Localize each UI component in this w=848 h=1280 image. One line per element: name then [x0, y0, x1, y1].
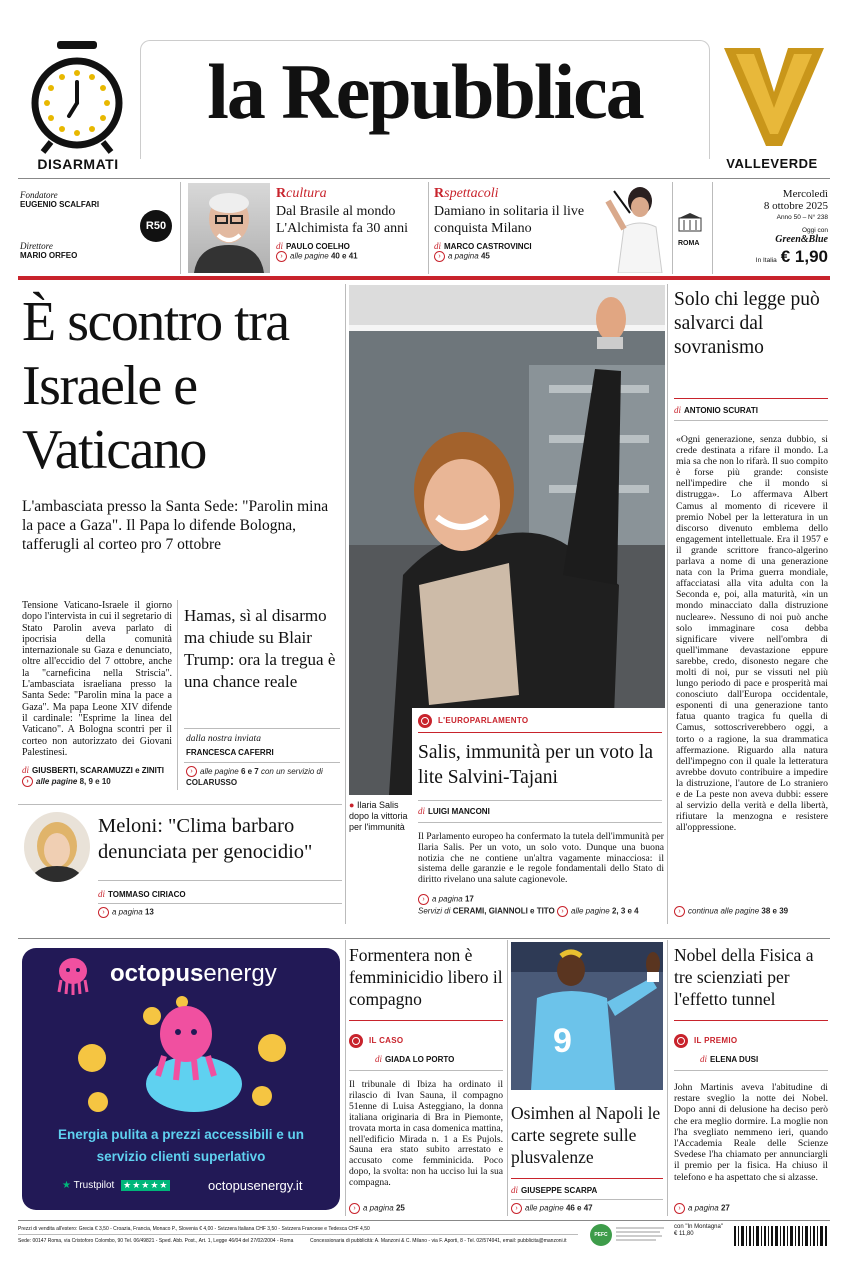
trustpilot-badge	[62, 1180, 170, 1191]
divider	[98, 903, 342, 904]
date-box	[716, 188, 828, 267]
svg-text:9: 9	[553, 1022, 572, 1060]
divider	[672, 182, 673, 274]
formentera-kicker: IL CASO	[349, 1034, 403, 1048]
city-label: ROMA	[678, 240, 700, 247]
director-name: MARIO ORFEO	[20, 251, 78, 260]
teaser-section: Rspettacoli	[434, 186, 499, 201]
octopus-logo-icon	[56, 956, 90, 996]
divider	[418, 800, 662, 801]
salis-kicker: L'EUROPARLAMENTO	[418, 714, 528, 728]
ad-tagline: Energia pulita a prezzi accessibili e un servizio clienti superlativo	[57, 1127, 305, 1164]
editorial-byline: di ANTONIO SCURATI	[674, 405, 758, 415]
teaser-pages: › alle pagine 40 e 41	[276, 251, 426, 262]
divider	[184, 762, 340, 763]
divider	[511, 1178, 663, 1179]
v-logo-icon	[722, 42, 826, 150]
photo-caption: ● Ilaria Salis dopo la vittoria per l'immunità	[349, 800, 408, 832]
building-icon	[678, 212, 702, 232]
salis-pages: › a pagina 17	[418, 894, 474, 905]
octopus-ad[interactable]	[22, 948, 340, 1210]
masthead-rule	[18, 178, 830, 179]
date-full: 8 ottobre 2025	[763, 200, 828, 212]
teaser-photo-damiano	[590, 183, 670, 273]
divider	[18, 1220, 830, 1221]
lead-byline: di GIUSBERTI, SCARAMUZZI e ZINITI › alle pagine 8, 9 e 10	[22, 765, 165, 786]
price: € 1,90	[780, 247, 828, 266]
left-label: DISARMATI	[37, 156, 119, 172]
teaser-headline: Damiano in solitaria il live conquista Milano	[434, 204, 585, 236]
divider	[98, 880, 342, 881]
divider	[418, 732, 662, 733]
divider	[674, 1020, 828, 1021]
teaser-byline: di MARCO CASTROVINCI	[434, 241, 532, 251]
divider	[184, 728, 340, 729]
price-label: In Italia	[755, 257, 777, 264]
divider	[674, 398, 828, 399]
piggy-bank-icon	[62, 996, 302, 1116]
teaser-byline: di PAULO COELHO	[276, 241, 350, 251]
hamas-pages: › alle pagine 6 e 7 con un servizio di COLARUSSO	[186, 767, 323, 788]
founder-name: EUGENIO SCALFARI	[20, 200, 100, 209]
hamas-headline[interactable]: Hamas, sì al disarmo ma chiude su Blair Trump: ora la tregua è una chance reale	[184, 606, 336, 691]
divider	[511, 1199, 663, 1200]
octopus-brand	[110, 960, 277, 988]
editorial-continue: › continua alle pagine 38 e 39	[674, 906, 788, 917]
osimhen-headline[interactable]: Osimhen al Napoli le carte segrete sulle plusvalenze	[511, 1103, 661, 1167]
footer-extra: con "In Montagna" € 11,80	[674, 1224, 723, 1237]
divider	[428, 182, 429, 274]
footer-ads: Concessionaria di pubblicità: A. Manzoni & C. Milano - via F. Aporti, 8 - Tel. 02/574941, email: pubblicita@manzoni.it	[310, 1238, 567, 1244]
hamas-byline: FRANCESCA CAFERRI	[186, 748, 274, 757]
rating-stars-icon: ★★★★★	[123, 1180, 169, 1190]
pefc-logo	[590, 1224, 612, 1246]
founder-label: Fondatore	[20, 190, 58, 200]
osimhen-byline: di GIUSEPPE SCARPA	[511, 1185, 598, 1195]
salis-byline: di LUIGI MANCONI	[418, 806, 490, 816]
divider	[18, 804, 342, 805]
barcode-icon	[730, 1224, 830, 1250]
pefc-label: PEFC	[594, 1232, 608, 1238]
divider	[674, 420, 828, 421]
nobel-pages: › a pagina 27	[674, 1203, 730, 1214]
trustpilot-label: Trustpilot	[73, 1180, 115, 1191]
divider	[667, 284, 668, 924]
meloni-byline: di TOMMASO CIRIACO	[98, 889, 186, 899]
lead-headline[interactable]: È scontro tra Israele e Vaticano	[22, 291, 289, 481]
today-with: Oggi con	[801, 227, 828, 234]
divider	[177, 600, 178, 790]
ad-url[interactable]: octopusenergy.it	[208, 1178, 303, 1193]
lead-body: Tensione Vaticano-Israele il giorno dopo l'intervista in cui il segretario di Stato Parolin aveva parlato di ipocrisia della comunità internazionale su Gaza e denunciato, oltre all'eccidio del 7 ottobre, anche la "carneficina nella Striscia". L'ambasciata israeliana presso la Santa Sede: "Parolin mina la pace a Gaza". Ma papa Leone XIV difende il cardinale: "Esprime la linea del Vaticano". A Bologna scontri per il corteo non autorizzato dei Giovani Palestinesi.	[22, 600, 172, 758]
supplement-name: Green&Blue	[775, 234, 828, 245]
divider	[507, 940, 508, 1216]
recycle-text	[616, 1226, 666, 1244]
divider	[180, 182, 181, 274]
founder-box	[20, 190, 140, 260]
osimhen-photo	[511, 942, 663, 1090]
divider	[418, 822, 662, 823]
red-rule	[18, 276, 830, 280]
globe-icon	[674, 1034, 688, 1048]
teaser-spettacoli[interactable]	[434, 186, 594, 262]
globe-icon	[418, 714, 432, 728]
formentera-body: Il tribunale di Ibiza ha ordinato il rilascio di Ivan Sauna, il compagno 51enne di Luisa Asteggiano, la donna italiana originaria di Bra in Piemonte, trovata morta in casa domenica mattina, nell'edificio Mirada n. 1 a Es Pujols. Sauna era stato subito arrestato e accusato come femminicida. Poco dopo, la svolta: non ha ucciso lui la sua compagna.	[349, 1079, 503, 1189]
photo-caption-text: Ilaria Salis dopo la vittoria per l'immunità	[349, 800, 408, 832]
alarm-clock-icon	[27, 38, 127, 156]
director-label: Direttore	[20, 241, 53, 251]
price-line	[716, 247, 828, 267]
footer-sede: Sede: 00147 Roma, via Cristoforo Colombo, 90 Tel. 06/49821 - Sped. Abb. Post., Art. 1, Legge 46/04 del 27/02/2004 - Roma	[18, 1238, 294, 1244]
nobel-body: John Martinis aveva l'abitudine di restare sveglio la notte dei Nobel. Dopo anni di delusione ha deciso però che era meglio dormire. La moglie non l'ha svegliato nemmeno ieri, quando l'Accademia Reale delle Scienze Svedese l'ha chiamato per annunciargli il premio per la fisica. Ha chiuso il telefono e ha aspettato che si alzasse.	[674, 1082, 828, 1183]
divider	[18, 1234, 578, 1235]
formentera-pages: › a pagina 25	[349, 1203, 405, 1214]
osimhen-pages: › alle pagine 46 e 47	[511, 1203, 593, 1214]
teaser-headline: Dal Brasile al mondo L'Alchimista fa 30 anni	[276, 204, 408, 236]
r50-badge	[140, 210, 172, 242]
formentera-byline: di GIADA LO PORTO	[375, 1054, 455, 1064]
meloni-pages: › a pagina 13	[98, 907, 154, 918]
divider	[18, 938, 830, 939]
nobel-headline[interactable]: Nobel della Fisica a tre scienziati per l'effetto tunnel	[674, 945, 814, 1009]
meloni-headline[interactable]: Meloni: "Clima barbaro denunciata per genocidio"	[98, 815, 313, 863]
teaser-pages: › a pagina 45	[434, 251, 594, 262]
lead-subhead: L'ambasciata presso la Santa Sede: "Parolin mina la pace a Gaza". Il Papa lo difende Bologna, tafferugli al corteo pro 7 ottobre	[22, 498, 329, 553]
editorial-headline[interactable]: Solo chi legge può salvarci dal sovranismo	[674, 289, 820, 358]
masthead-title: la Repubblica	[207, 48, 643, 135]
hamas-dateline: dalla nostra inviata	[186, 734, 261, 744]
brand-b: energy	[203, 960, 277, 987]
date-weekday: Mercoledì	[782, 188, 828, 200]
divider	[345, 940, 346, 1216]
brand-a: octopus	[110, 960, 204, 987]
salis-headline[interactable]: Salis, immunità per un voto la lite Salvini-Tajani	[418, 742, 654, 788]
globe-icon	[349, 1034, 363, 1048]
formentera-headline[interactable]: Formentera non è femminicidio libero il compagno	[349, 945, 503, 1009]
divider	[349, 1070, 503, 1071]
nobel-kicker: IL PREMIO	[674, 1034, 737, 1048]
teaser-photo-coelho	[188, 183, 270, 273]
salis-body: Il Parlamento europeo ha confermato la tutela dell'immunità per Ilaria Salis. Per un voto, un solo voto. Dunque una buona notizia che ne contiene un'altra vagamente minacciosa: il sistema delle garanzie e le regole fondamentali dello Stato di diritto rivelano una salute cagionevole.	[418, 831, 664, 886]
nobel-byline: di ELENA DUSI	[700, 1054, 759, 1064]
right-label: VALLEVERDE	[726, 156, 818, 171]
issue-number: Anno 50 – N° 238	[776, 214, 828, 221]
divider	[674, 1070, 828, 1071]
divider	[345, 284, 346, 924]
editorial-body: «Ogni generazione, senza dubbio, si crede destinata a rifare il mondo. La mia sa che non lo rifarà. Il suo compito è forse più grande: consiste nell'impedire che il mondo si distrugga». Lo affermava Albert Camus al momento di ricevere il premio Nobel per la letteratura in un discorso divenuto emblema dello engagement intellettuale. Era il 1957 e il grande scrittore franco-algerino parlava a nome di una generazione nata con la Prima guerra mondiale, affacciatasi alla vita adulta con la Seconda e, poi, alla maturità, «in un mondo minacciato dalla distruzione nucleare». Nessuno di noi può anche solo immaginare cosa debba significare vivere nell'ombra di quell'immane devastazione eppure sarebbe, credo, disonesto negare che molti di noi, pur se vissuti nel più lungo periodo di pace e prosperità mai conosciuto dall'Europa occidentale, esponenti di una generazione tanto fatua quanto tragica fu quella di Camus, sottoscriverebbero oggi, a torto o a ragione, la sua drammatica affermazione. Riguardo alla natura dell'impegno con il quale la letteratura avrebbe dovuto contribuire a impedire la distruzione, l'autore de Lo straniero e de La peste non aveva dubbi: essere al servizio della verità e della libertà, rifiutare la menzogna e resistere all'oppressione.	[676, 434, 828, 834]
trustpilot-star-icon: ★	[62, 1180, 71, 1191]
teaser-section: Rcultura	[276, 186, 327, 201]
divider	[349, 1020, 503, 1021]
r50-label: R50	[145, 220, 167, 232]
salis-services: Servizi di CERAMI, GIANNOLI e TITO › alle pagine 2, 3 e 4	[418, 906, 639, 916]
divider	[667, 940, 668, 1216]
teaser-cultura[interactable]	[276, 186, 426, 262]
footer-prices: Prezzi di vendita all'estero: Grecia € 3,50 - Croazia, Francia, Monaco P., Slovenia € 4,00 - Svizzera Italiana CHF 3,50 - Svizzera Francese e Tedesca CHF 4,50	[18, 1226, 370, 1232]
divider	[712, 182, 713, 274]
meloni-photo	[24, 812, 90, 882]
